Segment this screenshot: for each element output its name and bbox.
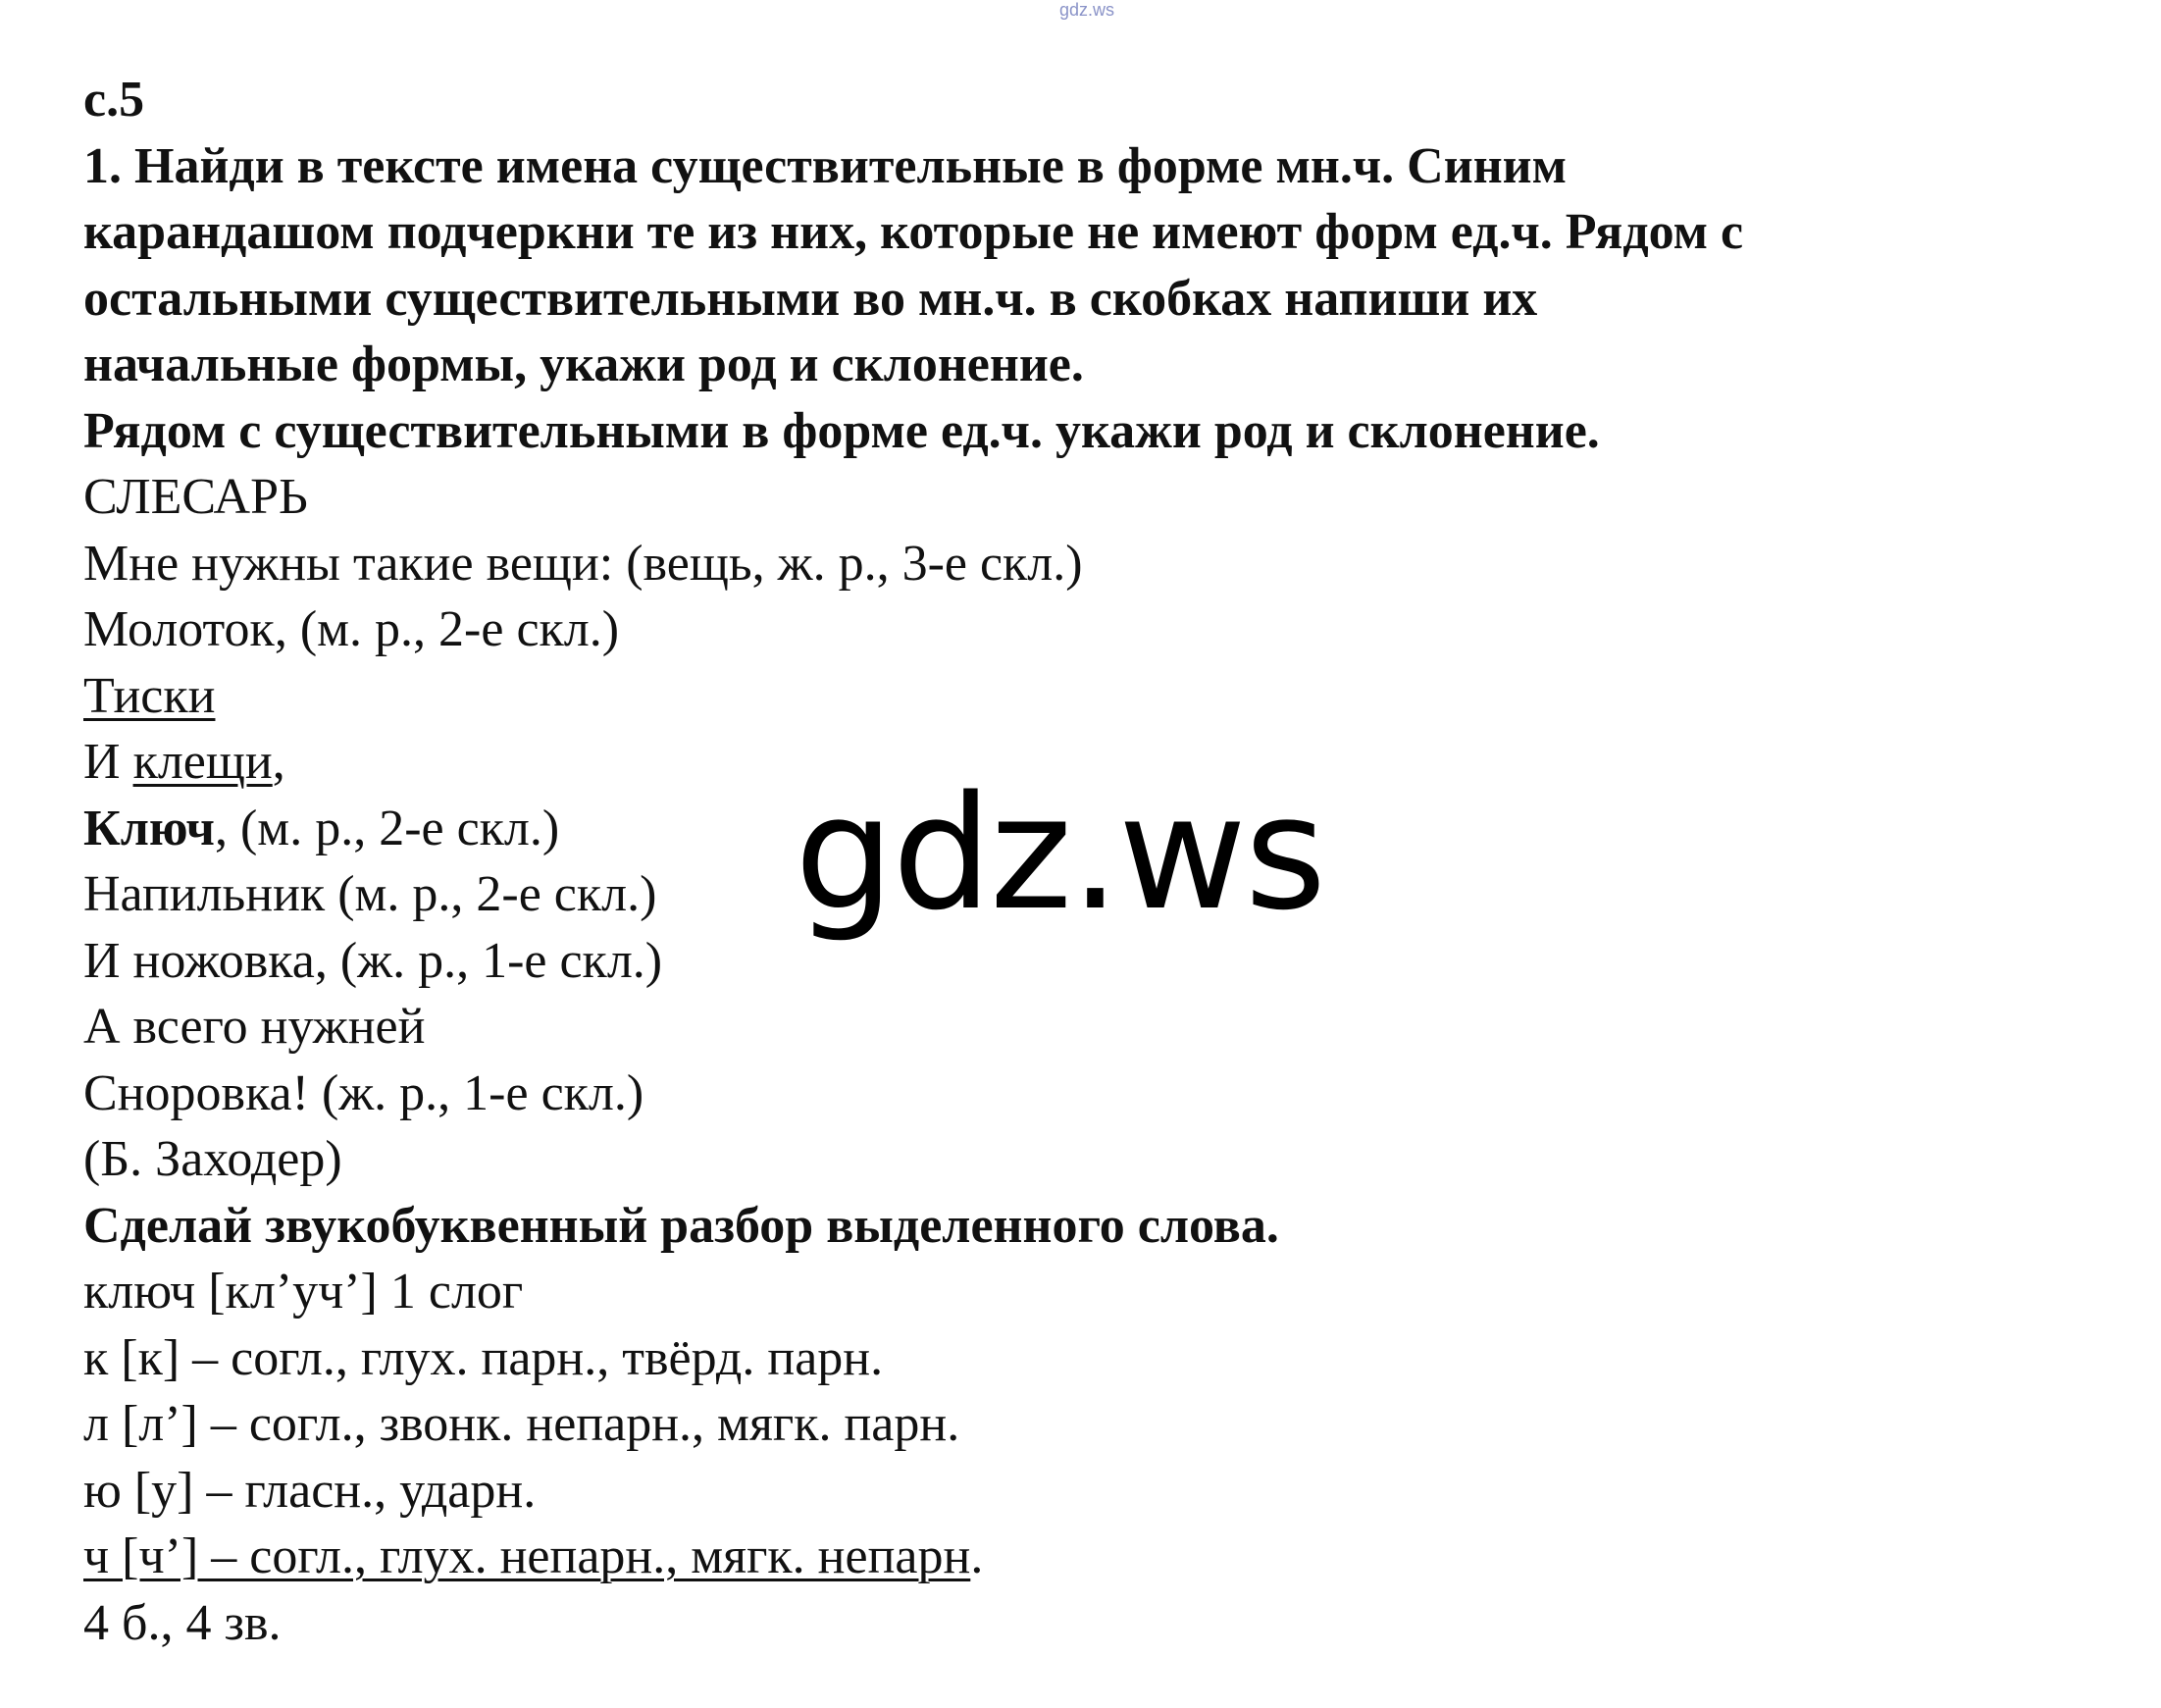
poem-line-1: Мне нужны такие вещи: (вещь, ж. р., 3-е скл.): [83, 535, 1083, 592]
poem-line-8: А всего нужней: [83, 999, 426, 1055]
underlined-word-tiski: Тиски: [83, 667, 216, 724]
highlighted-word-klyuch: Ключ: [83, 800, 215, 856]
analysis-line-4: ю [у] – гласн., ударн.: [83, 1462, 537, 1519]
analysis-summary: 4 б., 4 зв.: [83, 1594, 282, 1651]
poem-line-5-rest: , (м. р., 2-е скл.): [214, 800, 560, 856]
top-site-mark: gdz.ws: [1059, 0, 1115, 20]
analysis-line-1: ключ [кл’уч’] 1 слог: [83, 1264, 524, 1320]
page-label: с.5: [83, 72, 145, 128]
poem-line-2: Молоток, (м. р., 2-е скл.): [83, 601, 620, 657]
analysis-line-5: [83, 1524, 1743, 1590]
poem-title: СЛЕСАРЬ: [83, 469, 308, 525]
poem-line-7: И ножовка, (ж. р., 1-е скл.): [83, 932, 663, 989]
analysis-line-5-end: .: [970, 1528, 984, 1584]
watermark-logo: gdz.ws: [795, 761, 1325, 945]
poem-line-3: [83, 663, 1743, 730]
task-line-3: остальными существительными во мн.ч. в скобках напиши их: [83, 270, 1538, 327]
task-line-4: начальные формы, укажи род и склонение.: [83, 336, 1084, 392]
poem-line-4-end: ,: [272, 734, 285, 790]
poem-line-6: Напильник (м. р., 2-е скл.): [83, 866, 657, 922]
underlined-word-kleshchi: клещи: [132, 734, 273, 790]
poem-line-4-start: И: [83, 734, 133, 790]
analysis-line-3: л [л’] – согл., звонк. непарн., мягк. парн.: [83, 1396, 960, 1452]
poem-line-9: Сноровка! (ж. р., 1-е скл.): [83, 1064, 644, 1121]
poem-author: (Б. Заходер): [83, 1131, 342, 1187]
task-line-5: Рядом с существительными в форме ед.ч. укажи род и склонение.: [83, 402, 1600, 459]
analysis-line-5-underlined: ч [ч’] – согл., глух. непарн., мягк. непарн: [83, 1528, 971, 1584]
analysis-line-2: к [к] – согл., глух. парн., твёрд. парн.: [83, 1329, 884, 1386]
analysis-task: Сделай звукобуквенный разбор выделенного слова.: [83, 1197, 1279, 1254]
task-line-1: 1. Найди в тексте имена существительные в форме мн.ч. Синим: [83, 137, 1568, 194]
task-line-2: карандашом подчеркни те из них, которые не имеют форм ед.ч. Рядом с: [83, 204, 1744, 260]
